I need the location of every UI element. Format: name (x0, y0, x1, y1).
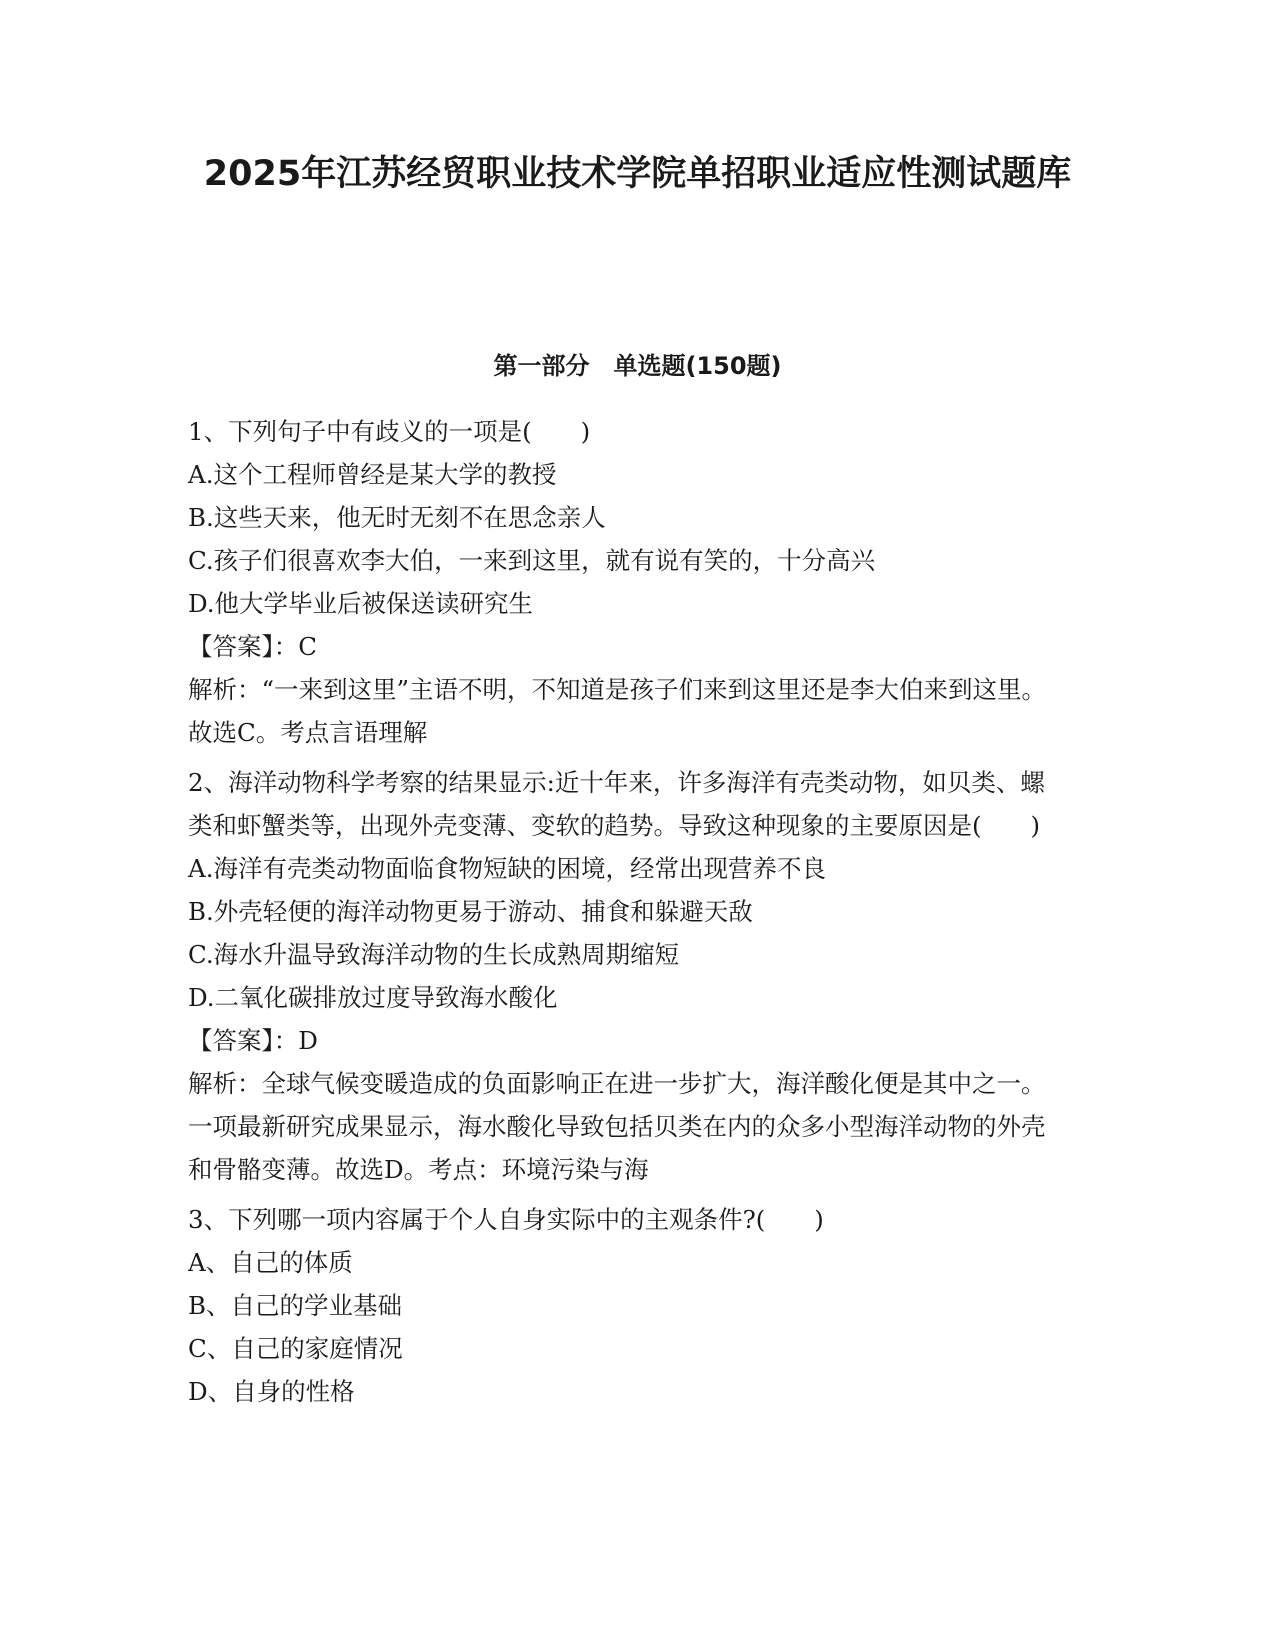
option-c: C、自己的家庭情况 (188, 1334, 403, 1363)
option-d: D.二氧化碳排放过度导致海水酸化 (188, 983, 558, 1012)
option-c: C.海水升温导致海洋动物的生长成熟周期缩短 (188, 940, 680, 969)
option-a: A.海洋有壳类动物面临食物短缺的困境，经常出现营养不良 (188, 854, 826, 883)
question-list (188, 410, 1068, 1420)
analysis: 解析：全球气候变暖造成的负面影响正在进一步扩大，海洋酸化便是其中之一。一项最新研究成果显示，海水酸化导致包括贝类在内的众多小型海洋动物的外壳和骨骼变薄。故选D。考点：环境污染与海 (188, 1069, 1046, 1184)
option-a: A、自己的体质 (188, 1248, 353, 1277)
answer: 【答案】：D (188, 1026, 318, 1055)
page-title: 2025年江苏经贸职业技术学院单招职业适应性测试题库 (203, 154, 1072, 194)
option-b: B.外壳轻便的海洋动物更易于游动、捕食和躲避天敌 (188, 897, 753, 926)
question-3 (188, 1198, 1068, 1413)
question-stem: 2、海洋动物科学考察的结果显示:近十年来，许多海洋有壳类动物，如贝类、螺类和虾蟹类等，出现外壳变薄、变软的趋势。导致这种现象的主要原因是( ) (188, 768, 1045, 840)
answer: 【答案】：C (188, 632, 317, 661)
question-stem: 1、下列句子中有歧义的一项是( ) (188, 417, 591, 446)
question-2 (188, 761, 1068, 1191)
option-c: C.孩子们很喜欢李大伯，一来到这里，就有说有笑的，十分高兴 (188, 546, 876, 575)
option-a: A.这个工程师曾经是某大学的教授 (188, 460, 557, 489)
option-d: D.他大学毕业后被保送读研究生 (188, 589, 534, 618)
option-b: B、自己的学业基础 (188, 1291, 403, 1320)
section-heading: 第一部分 单选题(150题) (493, 352, 782, 380)
analysis: 解析：“一来到这里”主语不明，不知道是孩子们来到这里还是李大伯来到这里。故选C。考点言语理解 (188, 675, 1047, 747)
option-b: B.这些天来，他无时无刻不在思念亲人 (188, 503, 606, 532)
question-stem: 3、下列哪一项内容属于个人自身实际中的主观条件?( ) (188, 1205, 824, 1234)
option-d: D、自身的性格 (188, 1377, 355, 1406)
question-1 (188, 410, 1068, 754)
